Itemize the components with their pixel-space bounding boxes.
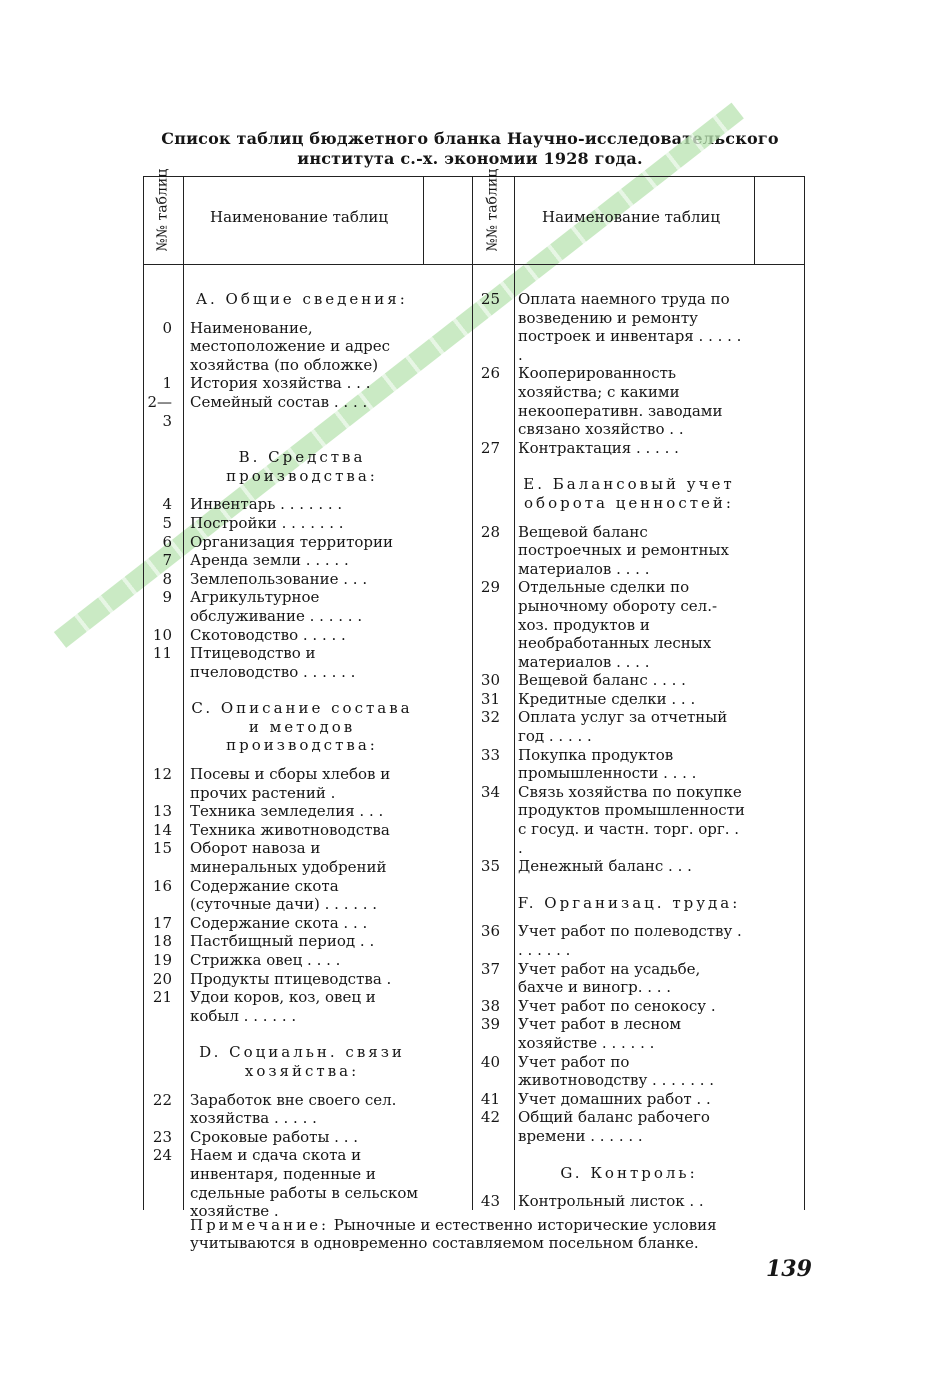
section-gap (474, 457, 746, 475)
table-name: Продукты птицеводства . (190, 969, 392, 988)
table-number: 16 (152, 876, 172, 895)
section-heading: G. Контроль: (560, 1163, 698, 1182)
table-row (140, 877, 420, 914)
table-number: 33 (480, 745, 500, 764)
table-name: Учет работ по животноводству . . . . . . . (518, 1052, 715, 1090)
section-gap (474, 1182, 746, 1192)
section-gap (474, 876, 746, 894)
note-text: Рыночные и естественно исторические условия учитываются в одновременно составляемом посельном бланке. (190, 1216, 717, 1252)
table-name: Семейный состав . . . . (190, 392, 368, 411)
section-gap (140, 1025, 420, 1043)
table-row (474, 578, 746, 671)
table-border-right (804, 176, 805, 1210)
note-label: Примечание: (190, 1216, 330, 1234)
table-name: Инвентарь . . . . . . . (190, 495, 343, 514)
table-name: Аренда земли . . . . . (190, 551, 349, 570)
table-row (140, 932, 420, 951)
section-heading: F. Организац. труда: (517, 893, 741, 912)
table-number: 8 (162, 569, 172, 588)
table-row (474, 997, 746, 1016)
table-row (140, 821, 420, 840)
section-gap (474, 912, 746, 922)
table-name: Отдельные сделки по рыночному обороту сел.-хоз. продуктов и необработанных лесных материалов . . . . (518, 578, 718, 671)
table-row (140, 551, 420, 570)
table-row (140, 626, 420, 645)
section-heading: B. Средства производства: (226, 448, 378, 485)
table-row (474, 1192, 746, 1211)
table-row (474, 783, 746, 857)
header-name-left: Наименование таблиц (210, 208, 389, 226)
page-number: 139 (766, 1256, 812, 1282)
section-heading: D. Социальн. связи хозяйства: (199, 1043, 405, 1080)
table-name: Организация территории (190, 532, 393, 551)
table-row (474, 1053, 746, 1090)
table-row (474, 922, 746, 959)
table-number: 12 (152, 765, 172, 784)
table-name: Учет работ на усадьбе, бахче и виногр. . . . (518, 959, 701, 997)
table-row (140, 970, 420, 989)
table-row (140, 495, 420, 514)
section-gap (474, 513, 746, 523)
table-number: 29 (480, 578, 500, 597)
table-number: 19 (152, 951, 172, 969)
table-number: 1 (162, 374, 172, 393)
table-name: Контрольный листок . . (518, 1192, 704, 1211)
right-column (474, 290, 746, 1211)
header-number-right: №№ таблиц (484, 168, 501, 252)
left-column (140, 290, 420, 1221)
table-row (474, 1015, 746, 1052)
table-number: 17 (152, 913, 172, 932)
table-number: 34 (480, 782, 500, 801)
table-name: Контрактация . . . . . (518, 438, 679, 457)
table-row (140, 988, 420, 1025)
table-number: 26 (480, 364, 500, 383)
table-number: 11 (152, 644, 172, 663)
table-row (474, 1108, 746, 1145)
table-row (474, 746, 746, 783)
table-name: Наем и сдача скота и инвентаря, поденные и сдельные работы в сельском хозяйстве . (190, 1146, 419, 1221)
table-number: 27 (480, 438, 500, 457)
budget-tables-list (140, 168, 808, 1221)
table-name: Оплата наемного труда по возведению и ремонту построек и инвентаря . . . . . . (518, 290, 742, 364)
footnote (190, 1216, 802, 1252)
table-name: Заработок вне своего сел. хозяйства . . . . . (190, 1090, 397, 1128)
table-row (140, 802, 420, 821)
table-number: 25 (480, 290, 500, 308)
header-number-left: №№ таблиц (154, 168, 171, 252)
table-row (140, 393, 420, 430)
table-number: 2—3 (147, 392, 172, 430)
table-name: Стрижка овец . . . . (190, 951, 341, 969)
table-name: Вещевой баланс построечных и ремонтных материалов . . . . (518, 522, 729, 578)
table-row (474, 1090, 746, 1109)
table-row (140, 1128, 420, 1147)
table-row (140, 514, 420, 533)
table-number: 40 (480, 1052, 500, 1071)
col-divider-2 (423, 176, 424, 264)
table-row (140, 1146, 420, 1220)
table-number: 9 (162, 588, 172, 607)
table-number: 6 (162, 532, 172, 551)
table-row (140, 570, 420, 589)
table-number: 37 (480, 959, 500, 978)
table-row (140, 644, 420, 681)
section-heading: A. Общие сведения: (196, 290, 408, 308)
section-gap (140, 309, 420, 319)
table-number: 10 (152, 625, 172, 644)
table-number: 5 (162, 513, 172, 532)
section-gap (474, 1146, 746, 1164)
table-name: Общий баланс рабочего времени . . . . . . (518, 1108, 710, 1145)
table-row (474, 857, 746, 876)
table-name: Учет работ по полеводству . . . . . . . (518, 922, 742, 959)
table-row (140, 588, 420, 625)
table-number: 31 (480, 689, 500, 708)
section-gap (140, 485, 420, 495)
title-line-2: института с.-х. экономии 1928 года. (297, 149, 643, 168)
table-row (140, 839, 420, 876)
table-name: Наименование, местоположение и адрес хозяйства (по обложке) (190, 318, 391, 374)
col-divider-center (472, 176, 473, 1210)
table-name: Птицеводство и пчеловодство . . . . . . (190, 644, 356, 681)
table-number: 15 (152, 839, 172, 858)
table-name: История хозяйства . . . (190, 374, 371, 393)
table-name: Посевы и сборы хлебов и прочих растений . (190, 765, 391, 802)
table-row (474, 671, 746, 690)
title-line-1: Список таблиц бюджетного бланка Научно-исследовательского (161, 129, 779, 148)
table-name: Техника земледелия . . . (190, 802, 384, 821)
table-name: Землепользование . . . (190, 569, 368, 588)
table-name: Техника животноводства (190, 820, 390, 839)
table-name: Постройки . . . . . . . (190, 513, 344, 532)
table-name: Вещевой баланс . . . . (518, 671, 686, 690)
table-row (140, 951, 420, 970)
table-number: 22 (152, 1090, 172, 1109)
table-number: 35 (480, 857, 500, 876)
table-number: 18 (152, 932, 172, 951)
table-row (474, 960, 746, 997)
col-divider-4 (754, 176, 755, 264)
header-divider (143, 264, 804, 265)
table-number: 23 (152, 1127, 172, 1146)
table-name: Агрикультурное обслуживание . . . . . . (190, 588, 363, 625)
table-row (474, 290, 746, 364)
table-number: 43 (480, 1192, 500, 1211)
table-number: 13 (152, 802, 172, 821)
table-number: 20 (152, 969, 172, 988)
table-name: Оплата услуг за отчетный год . . . . . (518, 708, 728, 746)
section-gap (140, 681, 420, 699)
table-number: 0 (162, 318, 172, 337)
table-number: 30 (480, 671, 500, 690)
table-name: Оборот навоза и минеральных удобрений (190, 839, 387, 877)
table-name: Учет работ в лесном хозяйстве . . . . . . (518, 1015, 682, 1052)
table-number: 32 (480, 708, 500, 727)
table-name: Удои коров, коз, овец и кобыл . . . . . . (190, 988, 376, 1025)
section-gap (140, 430, 420, 448)
table-name: Пастбищный период . . (190, 932, 375, 951)
table-row (140, 319, 420, 375)
table-number: 42 (480, 1108, 500, 1127)
table-name: Денежный баланс . . . (518, 857, 692, 876)
table-name: Учет домашних работ . . (518, 1089, 711, 1108)
table-row (474, 690, 746, 709)
table-number: 39 (480, 1015, 500, 1034)
table-name: Содержание скота . . . (190, 913, 368, 932)
table-number: 36 (480, 922, 500, 941)
table-row (474, 364, 746, 438)
table-number: 41 (480, 1089, 500, 1108)
table-row (474, 439, 746, 458)
table-row (140, 765, 420, 802)
table-row (140, 374, 420, 393)
table-name: Кредитные сделки . . . (518, 689, 696, 708)
table-name: Скотоводство . . . . . (190, 625, 346, 644)
table-name: Покупка продуктов промышленности . . . . (518, 745, 697, 783)
section-gap (140, 1081, 420, 1091)
table-row (474, 708, 746, 745)
table-border-top (143, 176, 804, 177)
table-name: Связь хозяйства по покупке продуктов промышленности с госуд. и частн. торг. орг. . . (518, 782, 745, 857)
section-heading: E. Балансовый учет оборота ценностей: (523, 475, 735, 512)
table-row (140, 1091, 420, 1128)
section-gap (140, 755, 420, 765)
section-heading: C. Описание состава и методов производства: (191, 699, 413, 755)
table-name: Содержание скота (суточные дачи) . . . . . . (190, 876, 378, 914)
table-number: 21 (152, 988, 172, 1007)
header-name-right: Наименование таблиц (542, 208, 721, 226)
table-name: Учет работ по сенокосу . (518, 996, 716, 1015)
table-row (140, 533, 420, 552)
table-number: 4 (162, 495, 172, 514)
table-name: Сроковые работы . . . (190, 1127, 358, 1146)
table-number: 24 (152, 1146, 172, 1165)
table-name: Кооперированность хозяйства; с какими некооперативн. заводами связано хозяйство . . (518, 364, 723, 439)
table-number: 38 (480, 996, 500, 1015)
table-number: 7 (162, 551, 172, 570)
table-number: 28 (480, 522, 500, 541)
table-number: 14 (152, 820, 172, 839)
table-row (474, 523, 746, 579)
table-row (140, 914, 420, 933)
